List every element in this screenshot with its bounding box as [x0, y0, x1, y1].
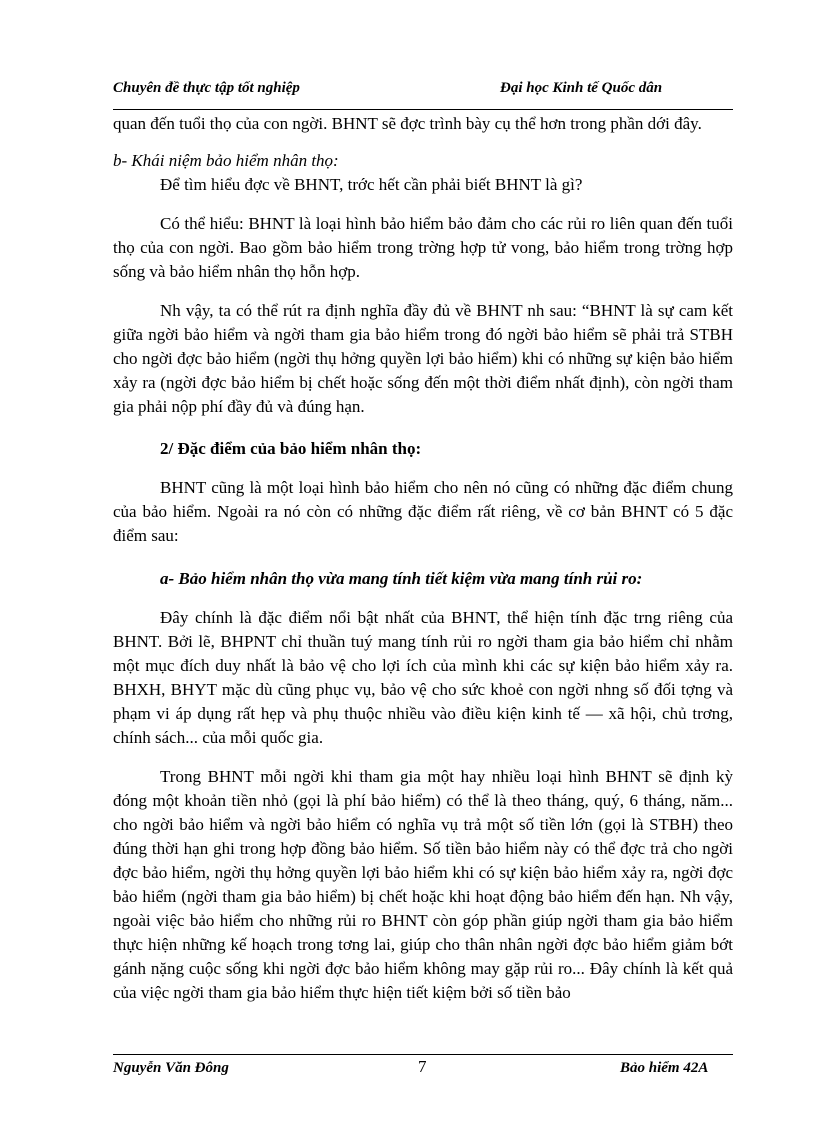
- subheading-b: b- Khái niệm bảo hiểm nhân thọ:: [113, 151, 339, 170]
- page-number: 7: [418, 1057, 427, 1076]
- header-divider: [113, 109, 733, 110]
- subsection-heading-a: a- Bảo hiểm nhân thọ vừa mang tính tiết kiệm vừa mang tính rủi ro:: [160, 569, 643, 588]
- header-right-title: Đại học Kinh tế Quốc dân: [500, 80, 663, 96]
- header-left-title: Chuyên đề thực tập tốt nghiệp: [113, 80, 300, 96]
- paragraph-2: Để tìm hiểu đợc về BHNT, trớc hết cần phải biết BHNT là gì?: [160, 175, 583, 194]
- paragraph-1: quan đến tuổi thọ của con ngời. BHNT sẽ đợc trình bày cụ thể hơn trong phần dới đây.: [113, 114, 702, 133]
- paragraph-4: Nh vậy, ta có thể rút ra định nghĩa đầy đủ về BHNT nh sau: “BHNT là sự cam kết giữa ngời bảo hiểm và ngời tham gia bảo hiểm trong đó ngời bảo hiểm sẽ phải trả STBH cho ngời đợc bảo hiểm (ngời thụ hởng quyền lợi bảo hiểm) khi có những sự kiện bảo hiểm xảy ra (ngời đợc bảo hiểm bị chết hoặc sống đến một thời điểm nhất định), còn ngời tham gia phải nộp phí đầy đủ và đúng hạn.: [113, 301, 733, 416]
- paragraph-7: Trong BHNT mỗi ngời khi tham gia một hay nhiều loại hình BHNT sẽ định kỳ đóng một khoản tiền nhỏ (gọi là phí bảo hiểm) có thể là theo tháng, quý, 6 tháng, năm... cho ngời bảo hiểm và ngời bảo hiểm có nghĩa vụ trả một số tiền lớn (gọi là STBH) theo đúng thời hạn ghi trong hợp đồng bảo hiểm. Số tiền bảo hiểm này có thể đợc trả cho ngời đợc bảo hiểm, ngời thụ hởng quyền lợi bảo hiểm khi có sự kiện bảo hiểm xảy ra, ngời đợc bảo hiểm (ngời tham gia bảo hiểm) bị chết hoặc khi hoạt động bảo hiểm đến hạn. Nh vậy, ngoài việc bảo hiểm cho những rủi ro BHNT còn góp phần giúp ngời tham gia bảo hiểm thực hiện những kế hoạch trong tơng lai, giúp cho thân nhân ngời đợc bảo hiểm giảm bớt gánh nặng cuộc sống khi ngời đợc bảo hiểm không may gặp rủi ro... Đây chính là kết quả của việc ngời tham gia bảo hiểm thực hiện tiết kiệm bởi số tiền bảo: [113, 767, 733, 1002]
- paragraph-5: BHNT cũng là một loại hình bảo hiểm cho nên nó cũng có những đặc điểm chung của bảo hiểm. Ngoài ra nó còn có những đặc điểm rất riêng, về cơ bản BHNT có 5 đặc điểm sau:: [113, 478, 733, 545]
- page-body: [113, 112, 733, 1005]
- footer-class: Bảo hiểm 42A: [620, 1060, 709, 1076]
- section-heading-2: 2/ Đặc điểm của bảo hiểm nhân thọ:: [160, 439, 422, 458]
- footer-author: Nguyễn Văn Đông: [113, 1060, 229, 1076]
- paragraph-3: Có thể hiểu: BHNT là loại hình bảo hiểm bảo đảm cho các rủi ro liên quan đến tuổi thọ của con ngời. Bao gồm bảo hiểm trong trờng hợp tử vong, bảo hiểm trong trờng hợp sống và bảo hiểm nhân thọ hỗn hợp.: [113, 214, 733, 281]
- paragraph-6: Đây chính là đặc điểm nổi bật nhất của BHNT, thể hiện tính đặc trng riêng của BHNT. Bởi lẽ, BHPNT chỉ thuần tuý mang tính rủi ro ngời tham gia bảo hiểm chỉ nhằm một mục đích duy nhất là bảo vệ cho lợi ích của mình khi các sự kiện bảo hiểm xảy ra. BHXH, BHYT mặc dù cũng phục vụ, bảo vệ cho sức khoẻ con ngời nhng số đối tợng và phạm vi áp dụng rất hẹp và phụ thuộc nhiều vào điều kiện kinh tế — xã hội, chủ trơng, chính sách... của mỗi quốc gia.: [113, 608, 733, 747]
- footer-divider: [113, 1054, 733, 1055]
